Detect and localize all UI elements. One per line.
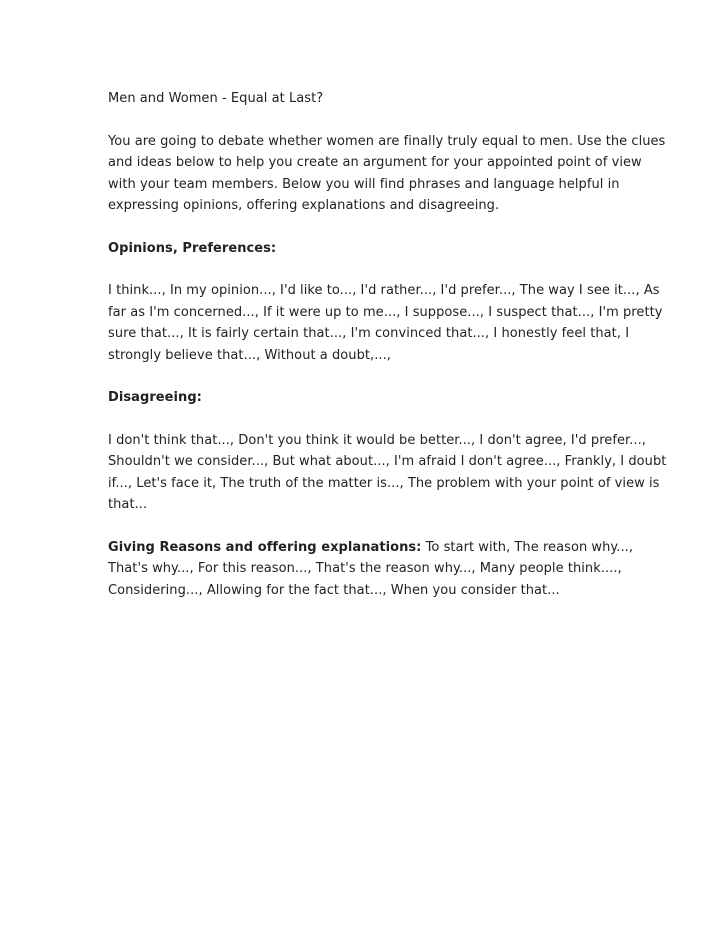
section-body-reasons: To start with, The reason why..., That's why..., For this reason..., That's the reason why..., Many people think...., Considering..., Allowing for the fact that..., When you consider that... [108, 539, 634, 598]
document-title: Men and Women - Equal at Last? [108, 91, 324, 106]
section-reasons [108, 537, 668, 602]
section-heading-disagreeing: Disagreeing: [108, 390, 202, 405]
intro-paragraph: You are going to debate whether women are finally truly equal to men. Use the clues and ideas below to help you create an argument for your appointed point of view with your team members. Below you will find phrases and language helpful in expressing opinions, offering explanations and disagreeing. [108, 133, 666, 213]
document-page [108, 88, 668, 622]
section-heading-reasons: Giving Reasons and offering explanations: [108, 539, 422, 555]
section-body-disagreeing: I don't think that..., Don't you think it would be better..., I don't agree, I'd prefer..., Shouldn't we consider..., But what about..., I'm afraid I don't agree..., Frankly, I doubt if..., Let's face it, The truth of the matter is..., The problem with your point of view is that... [108, 432, 667, 512]
section-body-opinions: I think..., In my opinion..., I'd like to..., I'd rather..., I'd prefer..., The way I see it..., As far as I'm concerned..., If it were up to me..., I suppose..., I suspect that..., I'm pretty sure that..., It is fairly certain that..., I'm convinced that..., I honestly feel that, I strongly believe that..., Without a doubt,..., [108, 283, 663, 363]
section-heading-opinions: Opinions, Preferences: [108, 240, 277, 256]
